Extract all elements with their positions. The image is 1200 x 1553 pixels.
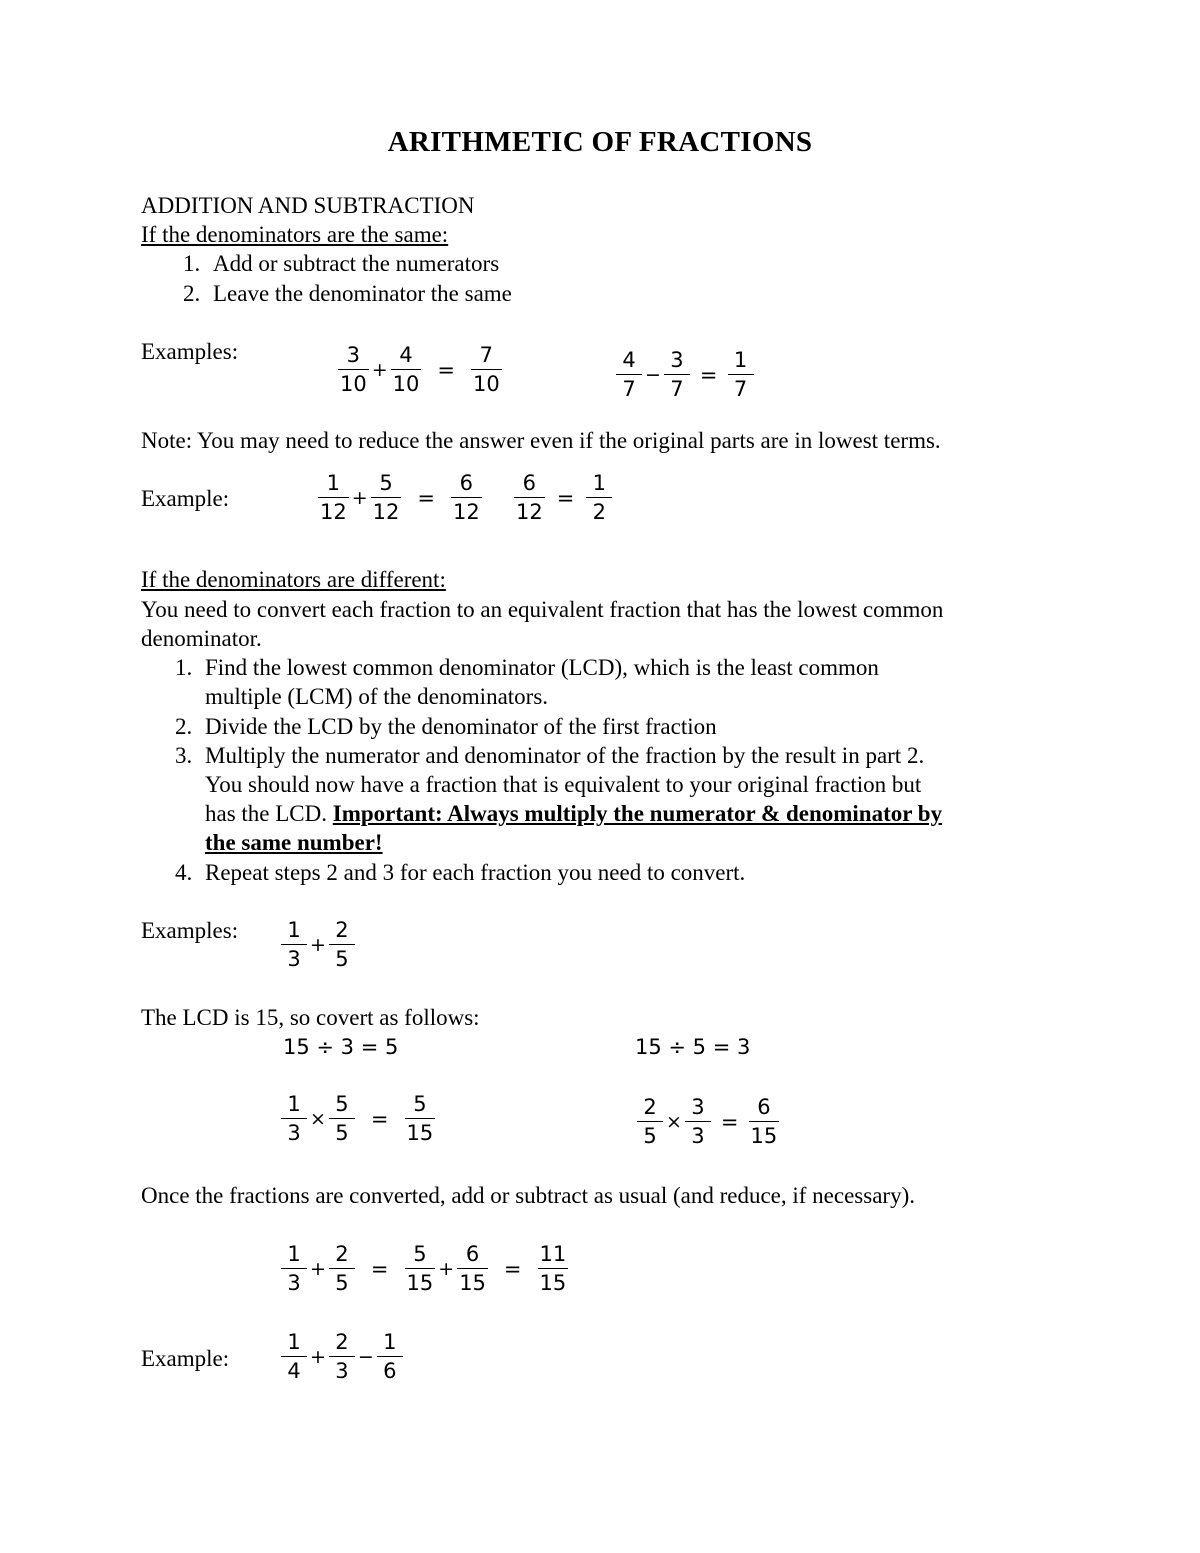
- different-intro: You need to convert each fraction to an equivalent fraction that has the lowest common: [141, 597, 944, 622]
- page-title: ARITHMETIC OF FRACTIONS: [387, 126, 813, 158]
- same-denominators-subheading: If the denominators are the same:: [141, 222, 449, 247]
- example-same-subtract: $\frac{4}{7}$ − $\frac{3}{7}$ = $\frac{1}{7}$: [614, 348, 756, 401]
- fraction: $\frac{1}{4}$: [281, 1330, 307, 1383]
- same-step-2: 2. Leave the denominator the same: [183, 281, 512, 306]
- fraction: $\frac{1}{3}$: [281, 1092, 307, 1145]
- fraction: $\frac{3}{3}$: [685, 1095, 711, 1148]
- fraction: $\frac{5}{15}$: [406, 1092, 434, 1145]
- example-reduce-sum: $\frac{1}{12}$ + $\frac{5}{12}$ = $\frac{6}{12}$: [320, 471, 480, 524]
- fraction: $\frac{4}{7}$: [616, 348, 642, 401]
- final-example: $\frac{1}{4}$ + $\frac{2}{3}$ − $\frac{1}{6}$: [279, 1330, 405, 1383]
- conversion-1: $\frac{1}{3}$ × $\frac{5}{5}$ = $\frac{5}{15}$: [279, 1092, 437, 1145]
- different-step-4: 4. Repeat steps 2 and 3 for each fraction you need to convert.: [175, 860, 746, 885]
- conversion-2: $\frac{2}{5}$ × $\frac{3}{3}$ = $\frac{6}{15}$: [635, 1095, 781, 1148]
- division-1: 15 ÷ 3 = 5: [283, 1035, 399, 1059]
- division-2: 15 ÷ 5 = 3: [635, 1035, 751, 1059]
- example-different: $\frac{1}{3}$ + $\frac{2}{5}$: [279, 918, 357, 971]
- fraction: $\frac{1}{3}$: [281, 918, 307, 971]
- fraction: $\frac{1}{12}$: [320, 471, 347, 524]
- fraction: $\frac{2}{5}$: [637, 1095, 663, 1148]
- different-step-3: 3. Multiply the numerator and denominator of the fraction by the result in part 2. You should now have a fraction that is equivalent to your original fraction but has the LCD. Important: Always multiply the numerator & denominator by the same number!: [175, 743, 943, 855]
- same-step-1: 1. Add or subtract the numerators: [183, 251, 500, 276]
- different-intro-cont: denominator.: [141, 626, 262, 651]
- examples-label-2: Examples:: [141, 918, 239, 943]
- different-denominators-subheading: If the denominators are different:: [141, 567, 446, 592]
- fraction: $\frac{5}{5}$: [329, 1092, 355, 1145]
- example-label-2: Example:: [141, 1346, 230, 1371]
- fraction: $\frac{6}{12}$: [516, 471, 543, 524]
- fraction: $\frac{2}{3}$: [329, 1330, 355, 1383]
- fraction: $\frac{2}{5}$: [329, 918, 355, 971]
- sum-example: $\frac{1}{3}$ + $\frac{2}{5}$ = $\frac{5}{15}$ + $\frac{6}{15}$ = $\frac{11}{15}$: [279, 1242, 570, 1295]
- fraction: $\frac{3}{10}$: [340, 343, 367, 396]
- fraction: $\frac{6}{15}$: [459, 1242, 486, 1295]
- fraction: $\frac{2}{5}$: [329, 1242, 355, 1295]
- important-note-cont: the same number!: [205, 830, 383, 855]
- fraction: $\frac{6}{15}$: [750, 1095, 778, 1148]
- section-heading: ADDITION AND SUBTRACTION: [141, 193, 475, 218]
- fraction: $\frac{7}{10}$: [473, 343, 500, 396]
- note-text: Note: You may need to reduce the answer even if the original parts are in lowest terms.: [141, 428, 941, 453]
- fraction: $\frac{1}{6}$: [377, 1330, 403, 1383]
- examples-label-1: Examples:: [141, 339, 239, 364]
- fraction: $\frac{5}{12}$: [372, 471, 400, 524]
- example-same-add: $\frac{3}{10}$ + $\frac{4}{10}$ = $\frac{7}{10}$: [340, 343, 500, 396]
- fraction: $\frac{11}{15}$: [539, 1242, 567, 1295]
- example-label-1: Example:: [141, 486, 230, 511]
- fraction: $\frac{1}{7}$: [728, 348, 754, 401]
- fraction: $\frac{1}{2}$: [586, 471, 612, 524]
- fraction: $\frac{4}{10}$: [392, 343, 420, 396]
- lcd-text: The LCD is 15, so covert as follows:: [141, 1005, 480, 1030]
- fraction: $\frac{3}{7}$: [664, 348, 690, 401]
- once-converted-text: Once the fractions are converted, add or subtract as usual (and reduce, if necessary).: [141, 1183, 915, 1208]
- fraction: $\frac{1}{3}$: [281, 1242, 307, 1295]
- example-reduce-result: $\frac{6}{12}$ = $\frac{1}{2}$: [512, 471, 614, 524]
- important-note: Important: Always multiply the numerator & denominator by: [332, 801, 943, 826]
- different-step-1: 1. Find the lowest common denominator (LCD), which is the least common multiple (LCM) of the denominators.: [175, 655, 879, 709]
- fraction: $\frac{6}{12}$: [453, 471, 480, 524]
- different-step-2: 2. Divide the LCD by the denominator of the first fraction: [175, 714, 717, 739]
- fraction: $\frac{5}{15}$: [406, 1242, 434, 1295]
